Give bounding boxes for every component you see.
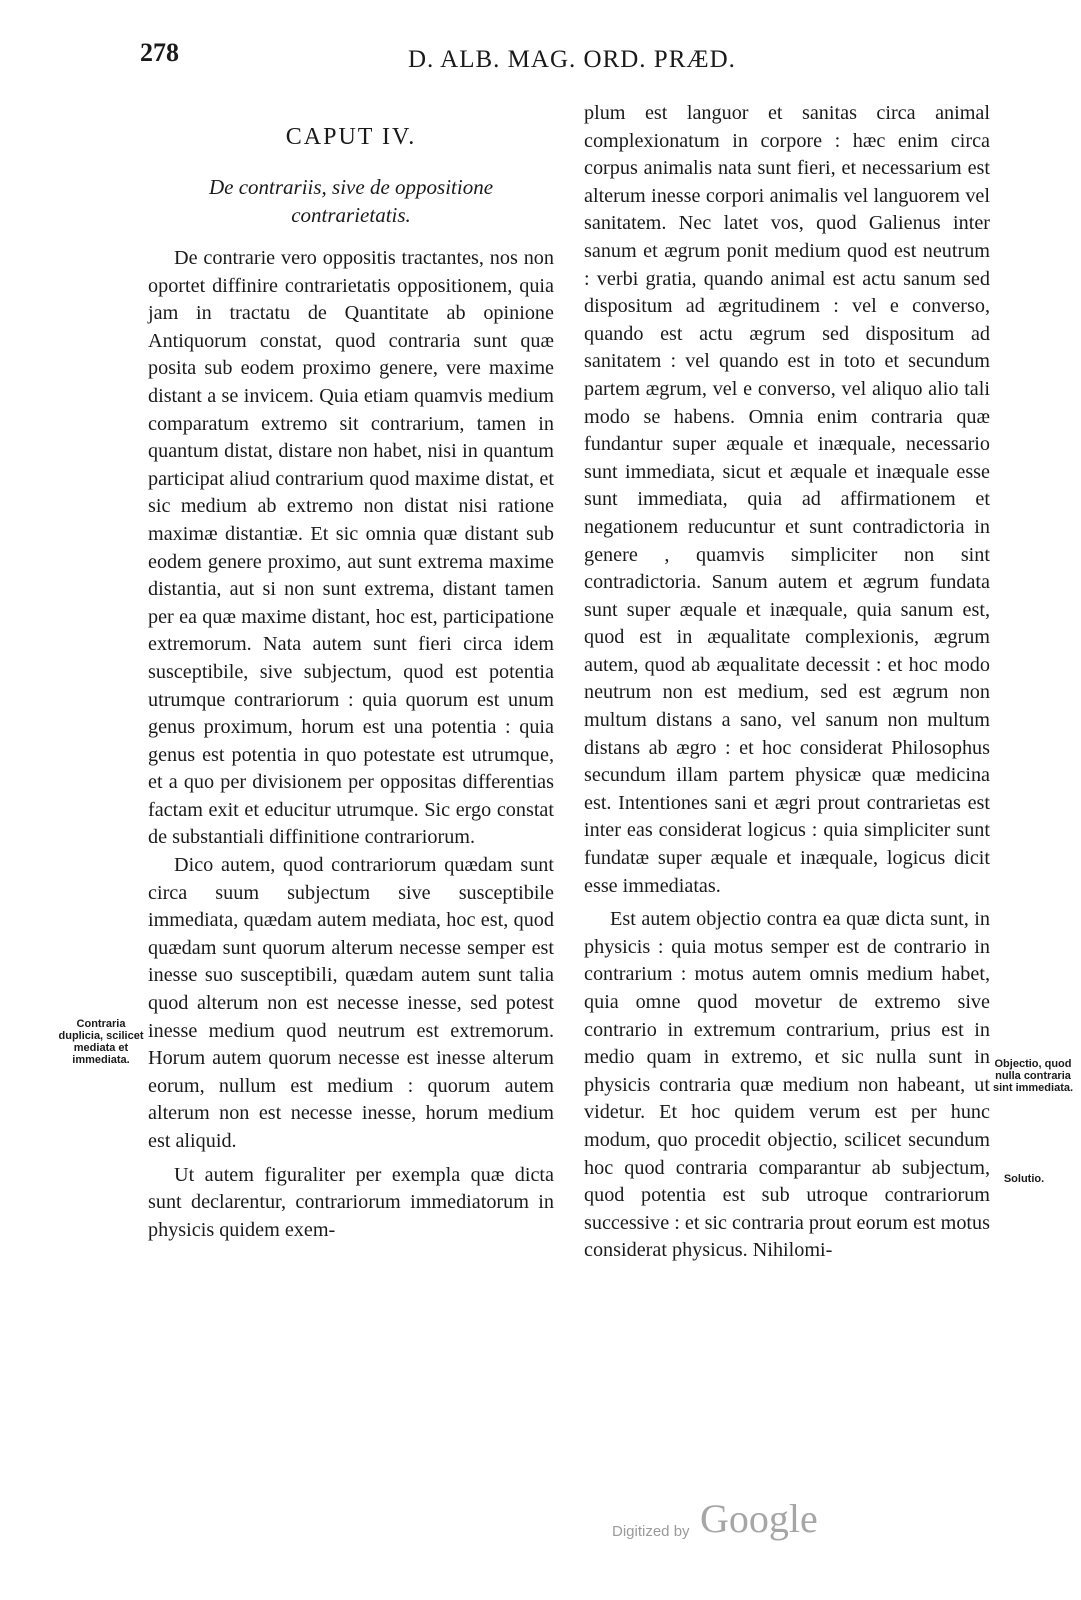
- chapter-title: CAPUT IV.: [285, 124, 417, 150]
- paragraph: Est autem objectio contra ea quæ dicta sunt, in physicis : quia motus semper est de contrario in contrarium : motus autem omnis medium habet, quia omne quod movetur de extremo sive contrario in extremum contrarium, prius est in medio quam in extremo, et sic nulla sunt in physicis contraria quæ medium non habeant, ut videtur. Et hoc quidem verum est per hunc modum, quo procedit objectio, scilicet secundum hoc quod contraria comparantur ab subjectum, quod potentia est sub utroque contrariorum successive : et sic contraria prout eorum est motus considerat physicus. Nihilomi-: [584, 908, 990, 1262]
- marginal-note-objection: Objectio, quod nulla contraria sint immediata.: [992, 1058, 1074, 1094]
- marginal-note-solution: Solutio.: [1003, 1173, 1045, 1185]
- paragraph: Dico autem, quod contrariorum quædam sunt circa suum subjectum sive susceptibile immediata, quædam autem mediata, hoc est, quod quædam sunt quorum alterum necesse semper est inesse suo susceptibili, quædam autem sunt talia quod alterum non est necesse inesse, sed potest inesse medium quod neutrum est extremorum. Horum autem quorum necesse est inesse alterum eorum, nullum est medium : quorum autem alterum non est necesse inesse, horum medium est aliquid.: [148, 854, 554, 1152]
- paragraph: Ut autem figuraliter per exempla quæ dicta sunt declarentur, contrariorum immediatorum in physicis quidem exem-: [148, 1163, 554, 1241]
- digitized-by-text: Digitized by: [612, 1523, 690, 1540]
- page-header: [140, 38, 1000, 78]
- page-number: 278: [140, 38, 179, 67]
- running-head: D. ALB. MAG. ORD. PRÆD.: [408, 46, 736, 73]
- left-column: [148, 100, 554, 1244]
- chapter-subtitle: De contrariis, sive de oppositione contrarietatis.: [208, 175, 494, 227]
- marginal-note-left: Contraria duplicia, scilicet mediata et immediata.: [58, 1018, 144, 1066]
- google-logo: Google: [700, 1496, 818, 1541]
- right-column: [584, 100, 990, 1265]
- paragraph: De contrarie vero oppositis tractantes, nos non oportet diffinire contrarietatis oppositionem, quia jam in tractatu de Quantitate ab opinione Antiquorum constat, quod contraria sunt quæ posita sub eodem proximo genere, vere maxime distant a se invicem. Quia etiam quamvis medium comparatum extremo sit contrarium, tamen in quantum distat, distare non habet, nisi in quantum participat aliud contrarium quod maxime distat, et sic medium ab extremo non distat nisi ratione maximæ distantiæ. Et sic omnia quæ distant sub eodem genere proximo, aut sunt extrema maxime distantia, aut si non sunt extrema, distant tamen per ea quæ maxime distant, hoc est, participatione extremorum. Nata autem sunt fieri circa idem susceptibile, sive subjectum, quod est potentia utrumque contrariorum : quia quorum est unum genus proximum, horum est una potentia : quia genus est potentia in quo potestate est utrumque, et a quo per divisionem per oppositas differentias factam exit et educitur utrumque. Sic ergo constat de substantiali diffinitione contrariorum.: [148, 247, 554, 849]
- paragraph: plum est languor et sanitas circa animal complexionatum in corpore : hæc enim circa corpus animalis nata sunt fieri, et necessarium est alterum inesse corpori animalis vel languorem vel sanitatem. Nec latet vos, quod Galienus inter sanum et ægrum ponit medium quod est neutrum : verbi gratia, quando animal est actu sanum sed dispositum ad ægritudinem : vel e converso, quando est actu ægrum sed dispositum ad sanitatem : vel quando est in toto et secundum partem ægrum, vel e converso, vel aliquo alio tali modo se habens. Omnia enim contraria quæ fundantur super æquale et inæquale, necessario sunt immediata, sicut et æquale et inæquale esse sunt immediata, quia ad affirmationem et negationem reducuntur et sunt contradictoria in genere , quamvis simpliciter non sint contradictoria. Sanum autem et ægrum fundata sunt super æquale et inæquale, quia sanum est, quod est in æqualitate complexionis, ægrum autem, quod ab æqualitate decessit : et hoc modo neutrum non est medium, sed est ægrum non multum distans a sano, vel sanum non multum distans ab ægro : et hoc considerat Philosophus secundum illam partem physicæ quæ medicina est. Intentiones sani et ægri prout contrarietas est inter eas considerat logicus : quia simpliciter sunt fundatæ super æquale et inæquale, logicus dicit esse immediatas.: [584, 102, 990, 897]
